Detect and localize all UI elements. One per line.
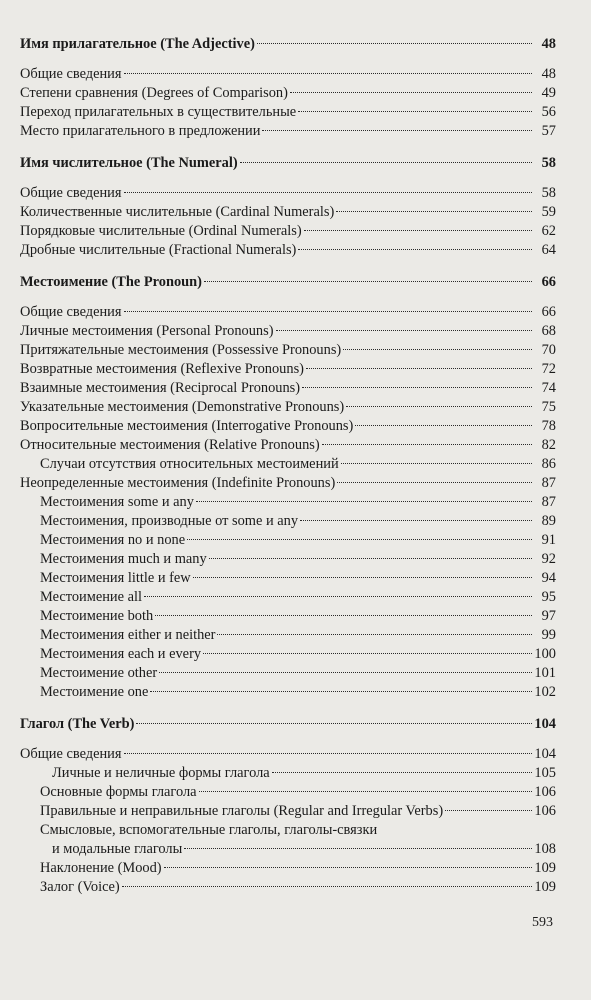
page-number: 593 bbox=[532, 915, 553, 930]
toc-entry-page: 70 bbox=[541, 342, 556, 358]
toc-entry-page: 82 bbox=[541, 437, 556, 453]
dot-leader bbox=[336, 211, 532, 212]
dot-leader bbox=[155, 615, 532, 616]
dot-leader bbox=[302, 387, 532, 388]
toc-entry-title: Местоимение all bbox=[40, 589, 142, 605]
dot-leader bbox=[300, 520, 532, 521]
toc-entry-title: Неопределенные местоимения (Indefinite Pronouns) bbox=[20, 475, 336, 491]
toc-entry-page: 95 bbox=[541, 589, 556, 605]
dot-leader bbox=[322, 444, 532, 445]
toc-entry[interactable] bbox=[20, 745, 556, 764]
toc-entry-page: 108 bbox=[534, 841, 556, 857]
toc-entry-title: Местоимение (The Pronoun) bbox=[20, 274, 202, 290]
toc-entry-page: 104 bbox=[534, 716, 556, 732]
toc-entry-title: Случаи отсутствия относительных местоимений bbox=[40, 456, 339, 472]
toc-entry-title: Общие сведения bbox=[20, 66, 122, 82]
toc-section bbox=[20, 154, 556, 260]
toc-entry-title: Наклонение (Mood) bbox=[40, 860, 162, 876]
toc-entry[interactable] bbox=[20, 569, 556, 588]
toc-entry-title: Степени сравнения (Degrees of Comparison) bbox=[20, 85, 288, 101]
dot-leader bbox=[355, 425, 532, 426]
toc-entry-title: Общие сведения bbox=[20, 746, 122, 762]
toc-section bbox=[20, 35, 556, 141]
toc-entry-page: 105 bbox=[534, 765, 556, 781]
dot-leader bbox=[164, 867, 532, 868]
toc-entry[interactable] bbox=[20, 821, 556, 840]
dot-leader bbox=[337, 482, 532, 483]
toc-section bbox=[20, 715, 556, 897]
dot-leader bbox=[124, 753, 532, 754]
toc-entry-page: 91 bbox=[541, 532, 556, 548]
toc-entry[interactable] bbox=[20, 645, 556, 664]
toc-entry-page: 72 bbox=[541, 361, 556, 377]
toc-entry-title: Количественные числительные (Cardinal Numerals) bbox=[20, 204, 335, 220]
toc-entry-page: 86 bbox=[541, 456, 556, 472]
toc-entry-title: Правильные и неправильные глаголы (Regular and Irregular Verbs) bbox=[40, 803, 444, 819]
toc-entry-title: Дробные числительные (Fractional Numerals) bbox=[20, 242, 297, 258]
toc-entry-title: Местоимение both bbox=[40, 608, 154, 624]
dot-leader bbox=[203, 653, 532, 654]
toc-entry-page: 59 bbox=[541, 204, 556, 220]
dot-leader bbox=[144, 596, 532, 597]
toc-entry[interactable] bbox=[20, 512, 556, 531]
dot-leader bbox=[136, 723, 532, 724]
dot-leader bbox=[343, 349, 532, 350]
toc-entry-title: Имя прилагательное (The Adjective) bbox=[20, 36, 255, 52]
toc-entry-page: 87 bbox=[541, 494, 556, 510]
toc-entry[interactable] bbox=[20, 241, 556, 260]
toc-entry[interactable] bbox=[20, 474, 556, 493]
toc-entry-title: и модальные глаголы bbox=[52, 841, 183, 857]
toc-section-header[interactable] bbox=[20, 35, 556, 54]
toc-entry-page: 58 bbox=[541, 155, 556, 171]
toc-entry-title: Местоимение one bbox=[40, 684, 149, 700]
toc-entry-page: 49 bbox=[541, 85, 556, 101]
toc-entry-title: Основные формы глагола bbox=[40, 784, 197, 800]
dot-leader bbox=[187, 539, 532, 540]
toc-entry-title: Порядковые числительные (Ordinal Numerals) bbox=[20, 223, 302, 239]
toc-entry-page: 109 bbox=[534, 860, 556, 876]
toc-entry[interactable] bbox=[20, 379, 556, 398]
toc-entry-page: 104 bbox=[534, 746, 556, 762]
toc-entry[interactable] bbox=[20, 303, 556, 322]
toc-entry-page: 92 bbox=[541, 551, 556, 567]
toc-entry-title: Общие сведения bbox=[20, 185, 122, 201]
dot-leader bbox=[184, 848, 532, 849]
toc-section-header[interactable] bbox=[20, 154, 556, 173]
dot-leader bbox=[257, 43, 532, 44]
toc-entry-page: 62 bbox=[541, 223, 556, 239]
toc-entry-title: Общие сведения bbox=[20, 304, 122, 320]
toc-entry[interactable] bbox=[20, 664, 556, 683]
dot-leader bbox=[124, 311, 532, 312]
toc-entry-page: 74 bbox=[541, 380, 556, 396]
toc-entry[interactable] bbox=[20, 65, 556, 84]
toc-entry-page: 68 bbox=[541, 323, 556, 339]
toc-entry-page: 64 bbox=[541, 242, 556, 258]
toc-entry[interactable] bbox=[20, 626, 556, 645]
dot-leader bbox=[196, 501, 532, 502]
dot-leader bbox=[341, 463, 532, 464]
toc-entry[interactable] bbox=[20, 683, 556, 702]
toc-entry-title: Имя числительное (The Numeral) bbox=[20, 155, 238, 171]
toc-entry[interactable] bbox=[20, 878, 556, 897]
toc-entry-page: 87 bbox=[541, 475, 556, 491]
toc-entry-title: Взаимные местоимения (Reciprocal Pronouns) bbox=[20, 380, 301, 396]
toc-entry[interactable] bbox=[20, 184, 556, 203]
toc-entry[interactable] bbox=[20, 588, 556, 607]
toc-entry-title: Залог (Voice) bbox=[40, 879, 120, 895]
toc-entry[interactable] bbox=[20, 360, 556, 379]
dot-leader bbox=[272, 772, 532, 773]
dot-leader bbox=[193, 577, 532, 578]
toc-entry-title: Местоимения no и none bbox=[40, 532, 186, 548]
toc-entry-page: 78 bbox=[541, 418, 556, 434]
dot-leader bbox=[298, 249, 532, 250]
toc-entry[interactable] bbox=[20, 436, 556, 455]
toc-section-header[interactable] bbox=[20, 715, 556, 734]
toc-entry[interactable] bbox=[20, 802, 556, 821]
toc-entry-title: Глагол (The Verb) bbox=[20, 716, 135, 732]
toc-entry[interactable] bbox=[20, 550, 556, 569]
toc-entry[interactable] bbox=[20, 531, 556, 550]
toc-entry[interactable] bbox=[20, 607, 556, 626]
dot-leader bbox=[445, 810, 532, 811]
toc-entry-page: 57 bbox=[541, 123, 556, 139]
toc-entry-page: 106 bbox=[534, 784, 556, 800]
toc-entry-title: Вопросительные местоимения (Interrogative Pronouns) bbox=[20, 418, 354, 434]
toc-entry[interactable] bbox=[20, 122, 556, 141]
toc-entry-page: 94 bbox=[541, 570, 556, 586]
toc-entry[interactable] bbox=[20, 103, 556, 122]
dot-leader bbox=[124, 192, 532, 193]
dot-leader bbox=[124, 73, 532, 74]
table-of-contents bbox=[20, 35, 556, 910]
toc-entry[interactable] bbox=[20, 840, 556, 859]
dot-leader bbox=[150, 691, 532, 692]
toc-entry[interactable] bbox=[20, 341, 556, 360]
dot-leader bbox=[262, 130, 532, 131]
toc-entry[interactable] bbox=[20, 493, 556, 512]
toc-entry-page: 58 bbox=[541, 185, 556, 201]
dot-leader bbox=[217, 634, 532, 635]
dot-leader bbox=[159, 672, 532, 673]
toc-entry[interactable] bbox=[20, 222, 556, 241]
toc-entry-page: 101 bbox=[534, 665, 556, 681]
dot-leader bbox=[346, 406, 532, 407]
toc-entry-title: Личные и неличные формы глагола bbox=[52, 765, 270, 781]
toc-entry-title: Местоимения, производные от some и any bbox=[40, 513, 299, 529]
toc-entry-title: Относительные местоимения (Relative Pronouns) bbox=[20, 437, 320, 453]
toc-section bbox=[20, 273, 556, 702]
toc-entry-title: Личные местоимения (Personal Pronouns) bbox=[20, 323, 274, 339]
toc-entry[interactable] bbox=[20, 203, 556, 222]
toc-entry[interactable] bbox=[20, 417, 556, 436]
dot-leader bbox=[209, 558, 532, 559]
toc-entry-page: 48 bbox=[541, 66, 556, 82]
toc-entry[interactable] bbox=[20, 859, 556, 878]
toc-entry-page: 102 bbox=[534, 684, 556, 700]
toc-entry-title: Местоимения little и few bbox=[40, 570, 191, 586]
toc-entry-title: Местоимения either и neither bbox=[40, 627, 216, 643]
toc-entry-title: Местоимения much и many bbox=[40, 551, 207, 567]
dot-leader bbox=[298, 111, 532, 112]
dot-leader bbox=[122, 886, 532, 887]
toc-entry-title: Притяжательные местоимения (Possessive Pronouns) bbox=[20, 342, 342, 358]
toc-entry-page: 97 bbox=[541, 608, 556, 624]
dot-leader bbox=[240, 162, 532, 163]
toc-entry[interactable] bbox=[20, 322, 556, 341]
toc-section-header[interactable] bbox=[20, 273, 556, 292]
dot-leader bbox=[199, 791, 532, 792]
toc-entry-page: 99 bbox=[541, 627, 556, 643]
dot-leader bbox=[306, 368, 532, 369]
toc-entry-page: 109 bbox=[534, 879, 556, 895]
toc-entry-title: Местоимения each и every bbox=[40, 646, 202, 662]
toc-entry-page: 89 bbox=[541, 513, 556, 529]
toc-entry-page: 75 bbox=[541, 399, 556, 415]
dot-leader bbox=[276, 330, 532, 331]
toc-entry-title: Возвратные местоимения (Reflexive Pronouns) bbox=[20, 361, 304, 377]
dot-leader bbox=[304, 230, 532, 231]
toc-entry-title: Указательные местоимения (Demonstrative Pronouns) bbox=[20, 399, 345, 415]
toc-entry-title: Место прилагательного в предложении bbox=[20, 123, 261, 139]
toc-entry-title: Местоимение other bbox=[40, 665, 158, 681]
dot-leader bbox=[204, 281, 532, 282]
toc-entry-page: 48 bbox=[541, 36, 556, 52]
toc-entry-page: 106 bbox=[534, 803, 556, 819]
toc-entry-title: Переход прилагательных в существительные bbox=[20, 104, 297, 120]
toc-entry[interactable] bbox=[20, 783, 556, 802]
toc-entry-page: 66 bbox=[541, 304, 556, 320]
toc-entry-title: Смысловые, вспомогательные глаголы, глаголы-связки bbox=[40, 822, 378, 838]
toc-entry[interactable] bbox=[20, 764, 556, 783]
toc-entry[interactable] bbox=[20, 455, 556, 474]
toc-entry-page: 100 bbox=[534, 646, 556, 662]
toc-entry[interactable] bbox=[20, 84, 556, 103]
toc-entry-page: 66 bbox=[541, 274, 556, 290]
toc-entry-title: Местоимения some и any bbox=[40, 494, 194, 510]
dot-leader bbox=[290, 92, 532, 93]
toc-entry-page: 56 bbox=[541, 104, 556, 120]
toc-entry[interactable] bbox=[20, 398, 556, 417]
